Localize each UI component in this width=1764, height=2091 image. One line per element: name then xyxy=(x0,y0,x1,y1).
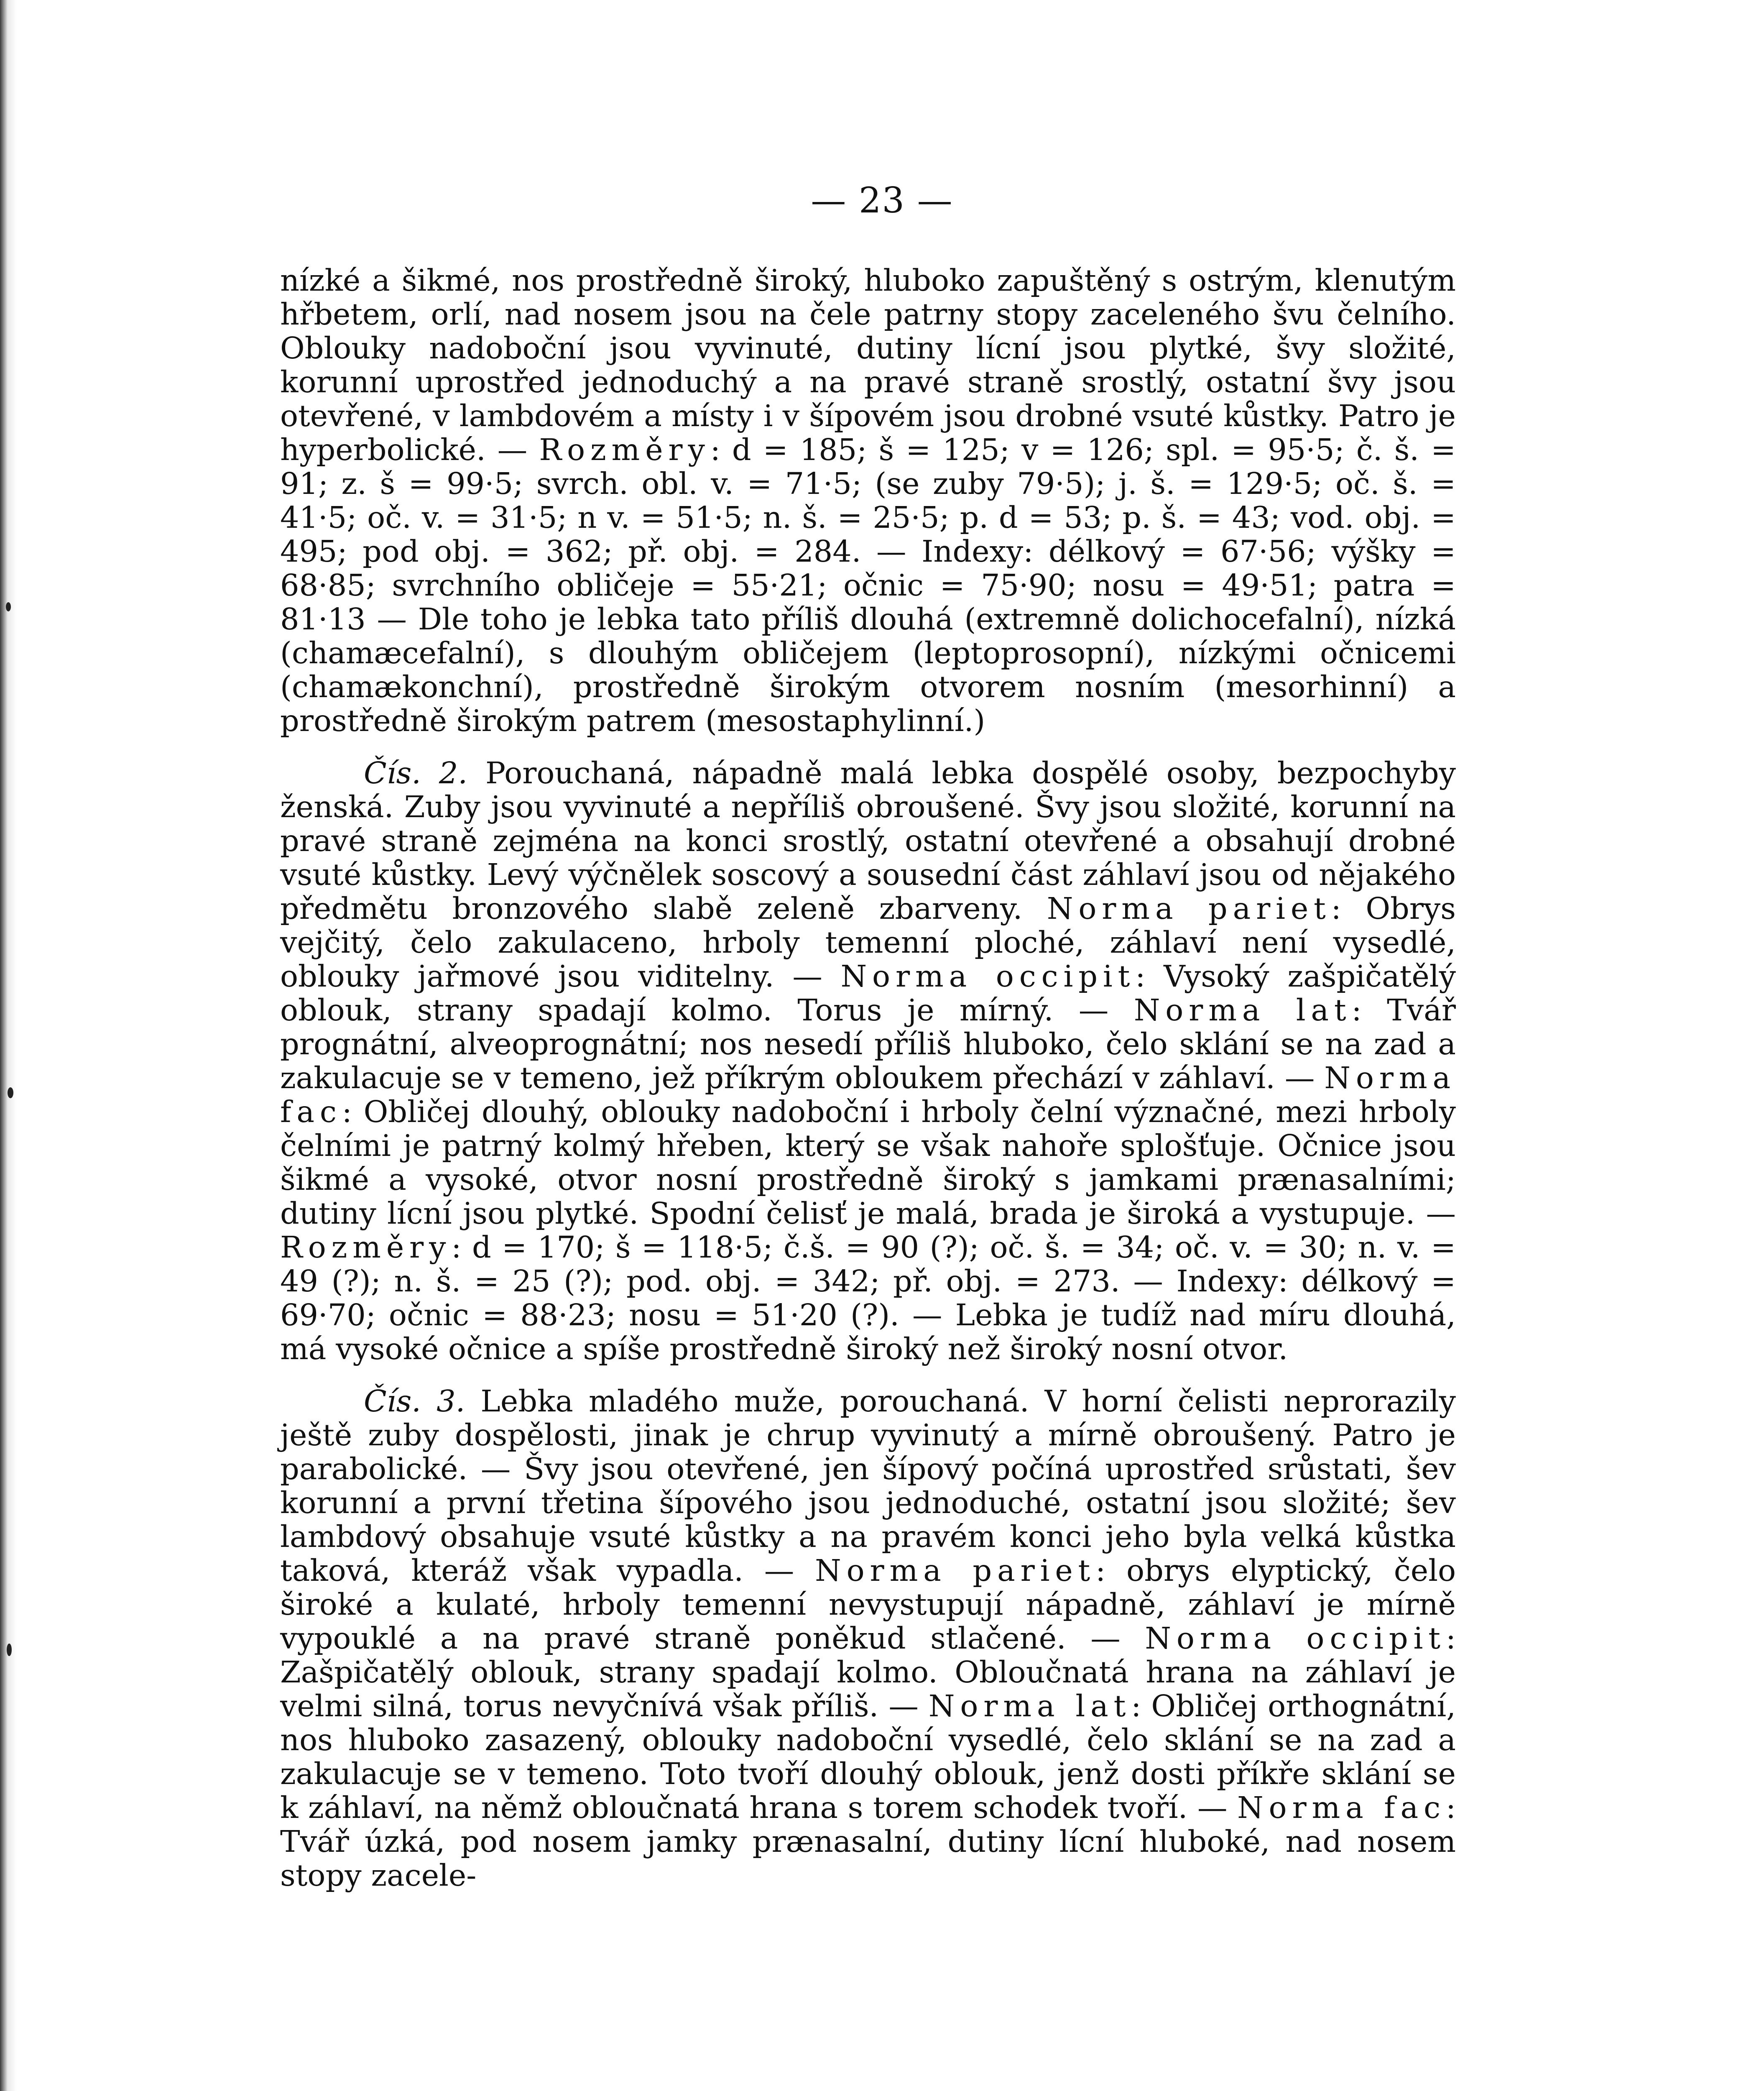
page-number: — 23 — xyxy=(811,180,953,221)
text-run: : d = 170; š = 118·5; č.š. = 90 (?); oč. š. = 34; oč. v. = 30; n. v. = 49 (?); n. š. = 25 (?); pod. obj. = 342; př. obj. = 273. — Indexy: délkový = 69·70; očnic = 88·23; nosu = 51·20 (?). — Lebka je tudíž nad míru dlouhá, má vysoké očnice a spíše prostředně široký než široký nosní otvor. xyxy=(280,1230,1456,1366)
text-run: : Obličej orthognátní, nos hluboko zasazený, oblouky nadoboční vysedlé, čelo sklání se na zad a zakulacuje se v temeno. Toto tvoří dlouhý oblouk, jenž dosti příkře sklání se k záhlaví, na němž obloučnatá hrana s torem schodek tvoří. — xyxy=(280,1689,1456,1825)
scan-edge xyxy=(0,0,17,2091)
paragraph-cis-3 xyxy=(280,1384,1456,1892)
section-label-norma-occipit: Norma occipit xyxy=(1145,1621,1446,1656)
text-run: : Vysoký zašpičatělý oblouk, strany spadají kolmo. Torus je mírný. — xyxy=(280,959,1456,1028)
text-run: nízké a šikmé, nos prostředně široký, hluboko zapuštěný s ostrým, klenutým hřbetem, orlí, nad nosem jsou na čele patrny stopy zaceleného švu čelního. Oblouky nadoboční jsou vyvinuté, dutiny lícní jsou plytké, švy složité, korunní uprostřed jednoduchý a na pravé straně srostlý, ostatní švy jsou otevřené, v lambdovém a místy i v šípovém jsou drobné vsuté kůstky. Patro je hyperbolické. — xyxy=(280,263,1456,467)
text-run: : Zašpičatělý oblouk, strany spadají kolmo. Obloučnatá hrana na záhlaví je velmi silná, torus nevyčnívá však příliš. — xyxy=(280,1621,1456,1723)
paragraph-cis-2 xyxy=(280,756,1456,1366)
section-label-norma-pariet: Norma pariet xyxy=(1047,891,1331,926)
text-run: Lebka mladého muže, porouchaná. V horní čelisti neprorazily ještě zuby dospělosti, jinak je chrup vyvinutý a mírně obroušený. Patro je parabolické. — Švy jsou otevřené, jen šípový počíná uprostřed srůstati, šev korunní a první třetina šípového jsou jednoduché, ostatní jsou složité; šev lambdový obsahuje vsuté kůstky a na pravém konci jeho byla velká kůstka taková, kteráž však vypadla. — xyxy=(280,1384,1456,1588)
text-run: : Tvář úzká, pod nosem jamky prænasalní, dutiny lícní hluboké, nad nosem stopy zacele- xyxy=(280,1790,1456,1893)
section-label-norma-lat: Norma lat xyxy=(928,1689,1131,1723)
text-run: : d = 185; š = 125; v = 126; spl. = 95·5; č. š. = 91; z. š = 99·5; svrch. obl. v. = 71·5; (se zuby 79·5); j. š. = 129·5; oč. š. = 41·5; oč. v. = 31·5; n v. = 51·5; n. š. = 25·5; p. d = 53; p. š. = 43; vod. obj. = 495; pod obj. = 362; př. obj. = 284. — Indexy: délkový = 67·56; výšky = 68·85; svrchního obličeje = 55·21; očnic = 75·90; nosu = 49·51; patra = 81·13 — Dle toho je lebka tato příliš dlouhá (extremně dolichocefalní), nízká (chamæcefalní), s dlouhým obličejem (leptoprosopní), nízkými očnicemi (chamækonchní), prostředně širokým otvorem nosním (mesorhinní) a prostředně širokým patrem (mesostaphylinní.) xyxy=(280,432,1456,738)
scan-speck xyxy=(7,1644,12,1656)
text-run: : Obličej dlouhý, oblouky nadoboční i hrboly čelní význačné, mezi hrboly čelními je patrný kolmý hřeben, který se však nahoře splošťuje. Očnice jsou šikmé a vysoké, otvor nosní prostředně široký s jamkami prænasalními; dutiny lícní jsou plytké. Spodní čelisť je malá, brada je široká a vystupuje. — xyxy=(280,1094,1456,1231)
scan-speck xyxy=(8,1087,13,1098)
text-run: : Obrys vejčitý, čelo zakulaceno, hrboly temenní ploché, záhlaví není vysedlé, oblouky jařmové jsou viditelny. — xyxy=(280,891,1456,994)
section-label-norma-pariet: Norma pariet xyxy=(815,1553,1096,1588)
paragraph-continuation xyxy=(280,263,1456,738)
section-label-norma-occipit: Norma occipit xyxy=(840,959,1136,994)
text-run: : obrys elyptický, čelo široké a kulaté, hrboly temenní nevystupují nápadně, záhlaví je mírně vypouklé a na pravé straně poněkud stlačené. — xyxy=(280,1553,1456,1656)
text-run: Porouchaná, nápadně malá lebka dospělé osoby, bezpochyby ženská. Zuby jsou vyvinuté a nepříliš obroušené. Švy jsou složité, korunní na pravé straně zejména na konci srostlý, ostatní otevřené a obsahují drobné vsuté kůstky. Levý výčnělek soscový a sousední část záhlaví jsou od nějakého předmětu bronzového slabě zeleně zbarveny. xyxy=(280,756,1456,926)
item-number-label: Čís. 3. xyxy=(364,1384,465,1419)
section-label-rozmery: Rozměry xyxy=(539,432,710,467)
scan-speck xyxy=(6,602,11,611)
section-label-rozmery: Rozměry xyxy=(280,1230,452,1265)
section-label-norma-fac: Norma fac xyxy=(280,1061,1456,1129)
section-label-norma-lat: Norma lat xyxy=(1133,993,1352,1028)
section-label-norma-fac: Norma fac xyxy=(1237,1790,1446,1825)
text-run: : Tvář prognátní, alveoprognátní; nos nesedí příliš hluboko, čelo sklání se na zad a zakulacuje se v temeno, jež příkrým obloukem přechází v záhlaví. — xyxy=(280,993,1456,1095)
body-text xyxy=(280,263,1456,1892)
item-number-label: Čís. 2. xyxy=(364,756,468,790)
